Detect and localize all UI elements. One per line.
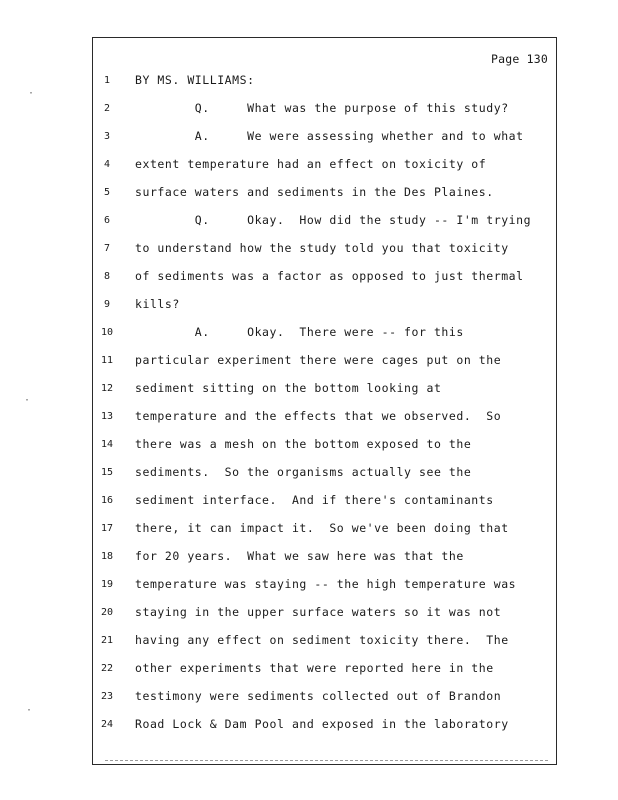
transcript-line (93, 297, 556, 315)
line-number: 15 (100, 467, 114, 478)
transcript-page (92, 37, 557, 765)
line-text: testimony were sediments collected out of Brandon (135, 689, 502, 703)
line-text: to understand how the study told you that toxicity (135, 241, 509, 255)
line-text: particular experiment there were cages put on the (135, 353, 502, 367)
transcript-line (93, 353, 556, 371)
line-text: temperature was staying -- the high temperature was (135, 577, 517, 591)
transcript-line (93, 241, 556, 259)
transcript-line (93, 325, 556, 343)
transcript-line (93, 185, 556, 203)
line-text: staying in the upper surface waters so it was not (135, 605, 502, 619)
line-number: 6 (103, 215, 111, 226)
line-number: 19 (100, 579, 114, 590)
transcript-line (93, 101, 556, 119)
line-number: 9 (103, 299, 111, 310)
line-text: there, it can impact it. So we've been doing that (135, 521, 509, 535)
line-text: Road Lock & Dam Pool and exposed in the laboratory (135, 717, 509, 731)
line-text: temperature and the effects that we observed. So (135, 409, 502, 423)
line-number: 17 (100, 523, 114, 534)
bottom-rule (105, 760, 548, 761)
scan-speck: · (26, 705, 33, 716)
transcript-line (93, 409, 556, 427)
transcript-line (93, 605, 556, 623)
line-number: 22 (100, 663, 114, 674)
line-number: 2 (103, 103, 111, 114)
scan-speck: · (24, 395, 31, 406)
transcript-line (93, 157, 556, 175)
transcript-line (93, 493, 556, 511)
line-text: of sediments was a factor as opposed to just thermal (135, 269, 524, 283)
line-text: A. Okay. There were -- for this (135, 325, 464, 339)
transcript-line (93, 73, 556, 91)
transcript-line (93, 717, 556, 735)
transcript-line (93, 633, 556, 651)
line-text: for 20 years. What we saw here was that the (135, 549, 464, 563)
line-text: surface waters and sediments in the Des Plaines. (135, 185, 494, 199)
line-text: sediments. So the organisms actually see the (135, 465, 472, 479)
scan-speck: · (28, 88, 35, 99)
line-number: 11 (100, 355, 114, 366)
line-text: Q. Okay. How did the study -- I'm trying (135, 213, 532, 227)
line-text: sediment interface. And if there's contaminants (135, 493, 494, 507)
line-number: 24 (100, 719, 114, 730)
line-number: 8 (103, 271, 111, 282)
line-text: sediment sitting on the bottom looking at (135, 381, 442, 395)
line-number: 23 (100, 691, 114, 702)
line-number: 13 (100, 411, 114, 422)
line-text: having any effect on sediment toxicity there. The (135, 633, 509, 647)
line-number: 4 (103, 159, 111, 170)
line-text: kills? (135, 297, 180, 311)
line-number: 3 (103, 131, 111, 142)
transcript-line (93, 437, 556, 455)
line-number: 10 (100, 327, 114, 338)
line-number: 21 (100, 635, 114, 646)
line-text: A. We were assessing whether and to what (135, 129, 524, 143)
line-number: 20 (100, 607, 114, 618)
line-text: extent temperature had an effect on toxicity of (135, 157, 487, 171)
line-number: 5 (103, 187, 111, 198)
transcript-line (93, 689, 556, 707)
line-text: BY MS. WILLIAMS: (135, 73, 255, 87)
line-number: 14 (100, 439, 114, 450)
transcript-line (93, 521, 556, 539)
transcript-line (93, 549, 556, 567)
transcript-line (93, 465, 556, 483)
transcript-line (93, 269, 556, 287)
transcript-line (93, 129, 556, 147)
page-number: Page 130 (491, 52, 548, 66)
line-number: 12 (100, 383, 114, 394)
line-number: 7 (103, 243, 111, 254)
line-text: there was a mesh on the bottom exposed to the (135, 437, 472, 451)
line-number: 1 (103, 75, 111, 86)
line-text: other experiments that were reported here in the (135, 661, 494, 675)
transcript-line (93, 661, 556, 679)
line-number: 18 (100, 551, 114, 562)
line-number: 16 (100, 495, 114, 506)
transcript-line (93, 381, 556, 399)
transcript-line (93, 213, 556, 231)
line-text: Q. What was the purpose of this study? (135, 101, 509, 115)
transcript-line (93, 577, 556, 595)
